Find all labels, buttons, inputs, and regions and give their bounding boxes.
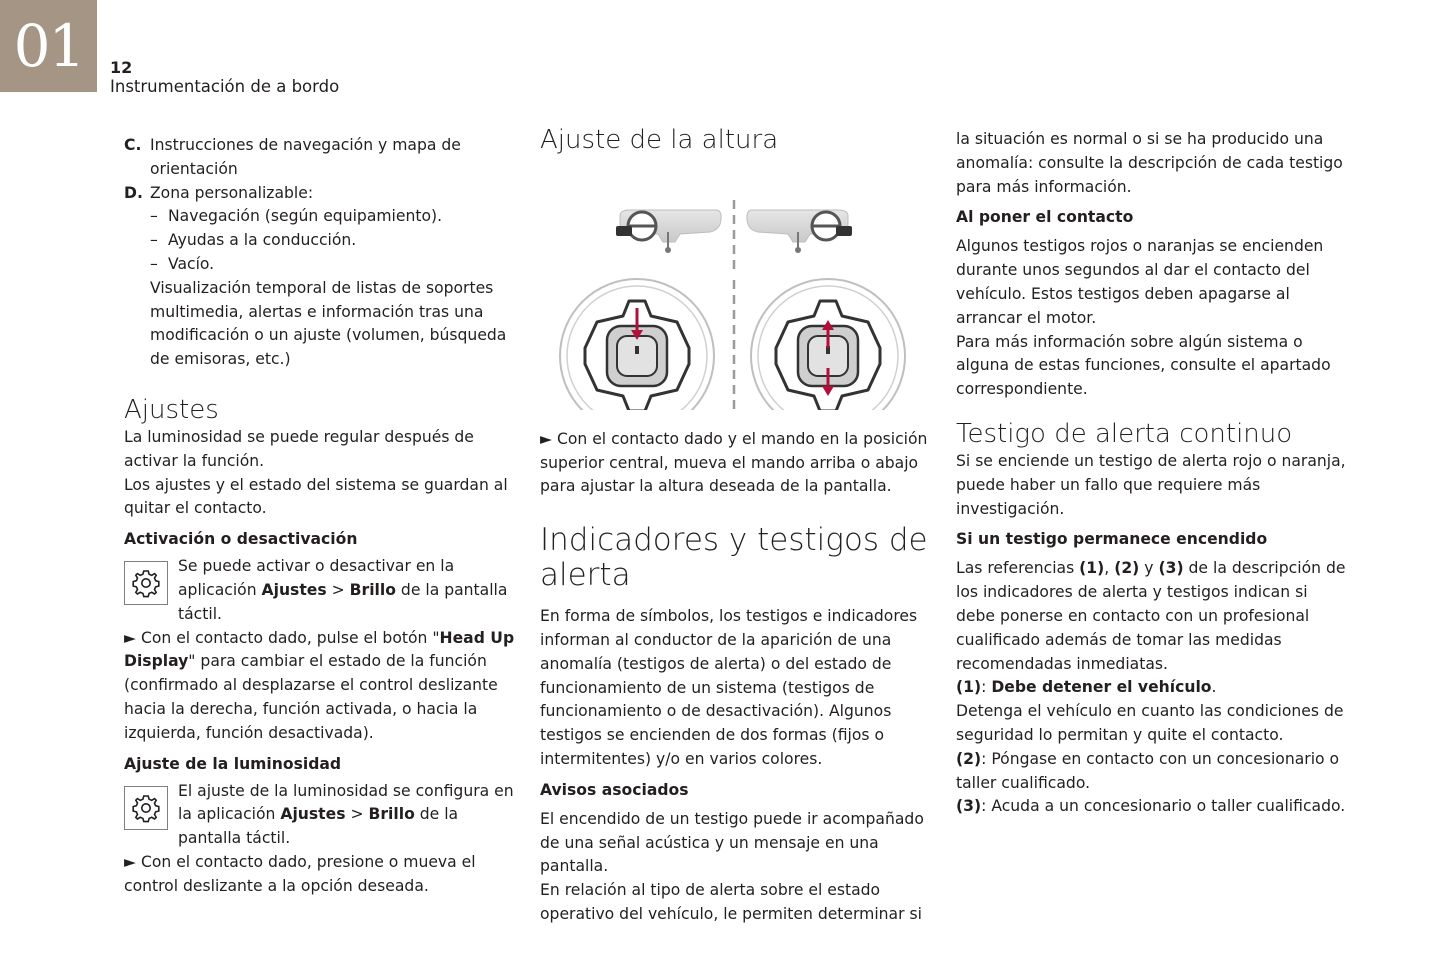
heading-avisos: Avisos asociados (540, 780, 689, 799)
list-label: D. (124, 183, 143, 202)
referencias-paragraph: Las referencias (1), (2) y (3) de la descripción de los indicadores de alerta y testigos indican si debe ponerse en contacto con un profesional cualificado además de tomar las medidas recomendadas inmediatas. (956, 559, 1346, 673)
heading-indicadores: Indicadores y testigos de alerta (540, 522, 928, 594)
activacion-paragraph-1: Se puede activar o desactivar en la aplicación Ajustes > Brillo de la pantalla táctil. (178, 557, 508, 623)
dashboard-right-icon (747, 210, 852, 253)
list-label: C. (124, 136, 142, 154)
heading-testigo-continuo: Testigo de alerta continuo (956, 418, 1293, 449)
hud-height-adjustment-illustration (540, 170, 920, 410)
luminosidad-block (124, 780, 519, 851)
heading-ajustes: Ajustes (124, 394, 219, 425)
sub-item: – Vacío. (150, 254, 215, 273)
column-3 (956, 128, 1351, 819)
joystick-right-icon (751, 279, 905, 410)
luminosidad-paragraph-1: El ajuste de la luminosidad se configura en la aplicación Ajustes > Brillo de la pantalla táctil. (178, 781, 514, 848)
poner-paragraph-2: Para más información sobre algún sistema o alguna de estas funciones, consulte el apartado correspondiente. (956, 332, 1331, 399)
settings-gear-icon (124, 561, 168, 605)
ref-1-paragraph: Detenga el vehículo en cuanto las condiciones de seguridad lo permitan y quite el contacto. (956, 702, 1344, 744)
list-text: Zona personalizable: (150, 183, 314, 202)
poner-paragraph-1: Algunos testigos rojos o naranjas se encienden durante unos segundos al dar el contacto del vehículo. Estos testigos deben apagarse al arrancar el motor. (956, 237, 1324, 327)
chapter-tab: 01 (0, 0, 97, 92)
continuo-paragraph: Si se enciende un testigo de alerta rojo o naranja, puede haber un fallo que requiere más investigación. (956, 451, 1346, 518)
avisos-paragraph-2: En relación al tipo de alerta sobre el estado operativo del vehículo, le permiten determinar si (540, 881, 922, 923)
luminosidad-paragraph-2: ► Con el contacto dado, presione o mueva el control deslizante a la opción deseada. (124, 852, 476, 895)
heading-altura: Ajuste de la altura (540, 125, 779, 155)
heading-permanece: Si un testigo permanece encendido (956, 530, 1268, 549)
column-2 (540, 125, 935, 927)
avisos-paragraph-1: El encendido de un testigo puede ir acompañado de una señal acústica y un mensaje en una pantalla. (540, 809, 924, 876)
ajustes-paragraph-1: La luminosidad se puede regular después de activar la función. (124, 427, 474, 470)
heading-luminosidad: Ajuste de la luminosidad (124, 754, 342, 773)
ref-2-paragraph: (2): Póngase en contacto con un concesionario o taller cualificado. (956, 749, 1340, 792)
column-1 (124, 128, 519, 899)
ref-1-heading: (1): Debe detener el vehículo. (956, 678, 1217, 697)
heading-poner-contacto: Al poner el contacto (956, 208, 1134, 227)
list-item-d (124, 182, 519, 206)
list-item-c (124, 134, 519, 182)
activacion-block (124, 555, 519, 626)
continuation-paragraph: la situación es normal o si se ha producido una anomalía: consulte la descripción de cada testigo para más información. (956, 130, 1343, 196)
settings-gear-icon (124, 786, 168, 830)
sub-item: – Ayudas a la conducción. (150, 231, 357, 250)
dashboard-left-icon (616, 210, 721, 253)
heading-activacion: Activación o desactivación (124, 530, 358, 549)
ref-3-paragraph: (3): Acuda a un concesionario o taller cualificado. (956, 797, 1346, 816)
sub-item: – Navegación (según equipamiento). (150, 207, 443, 226)
indicadores-paragraph: En forma de símbolos, los testigos e indicadores informan al conductor de la aparición de una anomalía (testigos de alerta) o del estado de funcionamiento de un sistema (testigos de funcionamiento o de desactivación). Algunos testigos se encienden de dos formas (fijos o intermitentes) y/o en varios colores. (540, 607, 918, 768)
ajustes-paragraph-2: Los ajustes y el estado del sistema se guardan al quitar el contacto. (124, 475, 508, 518)
visualizacion-text: Visualización temporal de listas de soportes multimedia, alertas e información tras una modificación o un ajuste (volumen, búsqueda de emisoras, etc.) (150, 278, 507, 369)
joystick-left-icon (560, 279, 714, 410)
list-text: Instrucciones de navegación y mapa de orientación (150, 136, 461, 178)
section-title: Instrumentación de a bordo (110, 77, 340, 96)
page-number: 12 (110, 58, 133, 77)
altura-paragraph: ► Con el contacto dado y el mando en la posición superior central, mueva el mando arriba o abajo para ajustar la altura deseada de la pantalla. (540, 429, 928, 496)
activacion-paragraph-2: ► Con el contacto dado, pulse el botón "Head Up Display" para cambiar el estado de la función (confirmado al desplazarse el control deslizante hacia la derecha, función activada, o hacia la izquierda, función desactivada). (124, 628, 515, 742)
